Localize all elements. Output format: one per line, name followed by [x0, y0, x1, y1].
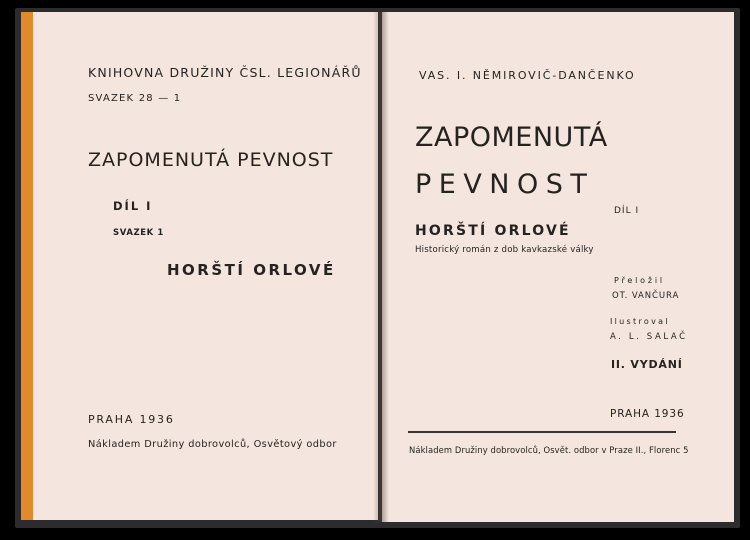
left-part: DÍL I [113, 199, 153, 213]
volume-number: SVAZEK 28 — 1 [88, 93, 182, 104]
left-city-year: PRAHA 1936 [88, 413, 175, 426]
left-publisher: Nákladem Družiny dobrovolců, Osvětový odbor [88, 439, 337, 450]
genre-line: Historický román z dob kavkazské války [415, 245, 594, 255]
left-subvolume: SVAZEK 1 [113, 228, 164, 238]
translator-name: OT. VANČURA [612, 291, 680, 301]
right-title-line1: ZAPOMENUTÁ [415, 122, 608, 153]
translated-label: Přeložil [614, 276, 665, 285]
left-subtitle: HORŠTÍ ORLOVÉ [167, 261, 336, 279]
illustrated-label: Ilustroval [610, 317, 670, 326]
right-title-line2: PEVNOST [415, 169, 595, 200]
series-name: KNIHOVNA DRUŽINY ČSL. LEGIONÁŘŮ [88, 65, 362, 80]
divider-rule [408, 431, 676, 433]
right-publisher: Nákladem Družiny dobrovolců, Osvět. odbor v Praze II., Florenc 5 [409, 445, 689, 455]
right-city-year: PRAHA 1936 [610, 408, 685, 420]
left-title: ZAPOMENUTÁ PEVNOST [88, 149, 334, 171]
edition-label: II. VYDÁNÍ [611, 358, 683, 371]
book-gutter [373, 12, 389, 522]
right-subtitle: HORŠTÍ ORLOVÉ [415, 223, 571, 239]
illustrator-name: A. L. SALAČ [610, 332, 688, 342]
page-edge [21, 12, 33, 520]
right-part: DÍL I [614, 206, 640, 216]
author-name: VAS. I. NĚMIROVIČ-DANČENKO [419, 69, 636, 82]
